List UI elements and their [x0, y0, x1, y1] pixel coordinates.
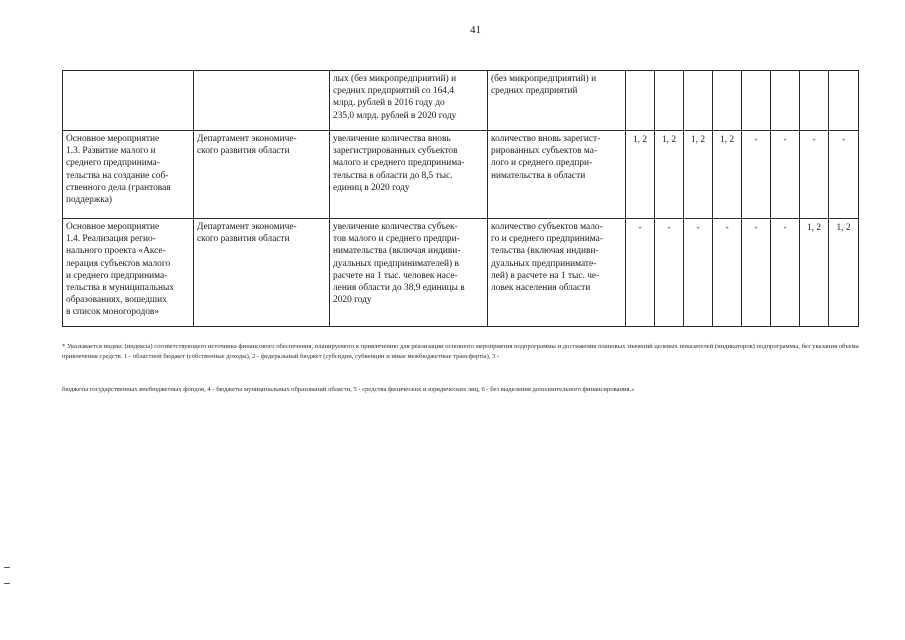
executor-cell: Департамент экономиче- ского развития области [194, 219, 330, 327]
table-row [63, 219, 859, 327]
value-cell: 1, 2 [829, 219, 859, 327]
value-cell [742, 71, 771, 131]
value-cell: - [742, 219, 771, 327]
value-cell: 1, 2 [713, 131, 742, 219]
value-cell: - [800, 131, 829, 219]
value-cell: - [684, 219, 713, 327]
result-cell: увеличение количества вновь зарегистрированных субъектов малого и среднего предпринима- тельства в области до 8,5 тыс. единиц в 2020 году [330, 131, 488, 219]
margin-mark [4, 567, 10, 568]
table-row [63, 71, 859, 131]
result-cell: увеличение количества субъек- тов малого и среднего предпри- нимательства (включая индиви- дуальных предпринимателей) в расчете на 1 тыс. человек насе- ления области до 38,9 единицы в 2020 году [330, 219, 488, 327]
value-cell [800, 71, 829, 131]
value-cell: - [713, 219, 742, 327]
indicator-cell: (без микропредприятий) и средних предприятий [488, 71, 626, 131]
value-cell [713, 71, 742, 131]
value-cell: - [771, 219, 800, 327]
value-cell: 1, 2 [655, 131, 684, 219]
measures-table [62, 70, 859, 327]
value-cell: - [771, 131, 800, 219]
value-cell [655, 71, 684, 131]
value-cell: - [626, 219, 655, 327]
value-cell [771, 71, 800, 131]
footnote-text: * Указывается индекс (индексы) соответствующего источника финансового обеспечения, планируемого к привлечению для реализации основного мероприятия подпрограммы и достижения плановых значений целевых показателей (индикаторов) подпрограммы, без указания объема привлечения средств. 1 - областной бюджет (собственные доходы), 2 - федеральный бюджет (субсидии, субвенции и иные межбюджетные трансферты), 3 - [62, 343, 859, 360]
value-cell: 1, 2 [684, 131, 713, 219]
value-cell: 1, 2 [626, 131, 655, 219]
value-cell: - [655, 219, 684, 327]
value-cell: - [829, 131, 859, 219]
value-cell [626, 71, 655, 131]
measure-cell: Основное мероприятие 1.4. Реализация регио- нального проекта «Аксе- лерация субъектов малого и среднего предпринима- тельства в муниципальных образованиях, вошедших в список моногородов» [63, 219, 194, 327]
page-number: 41 [470, 24, 481, 36]
indicator-cell: количество вновь зарегист- рированных субъектов ма- лого и среднего предпри- нимательства в области [488, 131, 626, 219]
executor-cell: Департамент экономиче- ского развития области [194, 131, 330, 219]
table-row [63, 131, 859, 219]
measure-cell: Основное мероприятие 1.3. Развитие малого и среднего предпринима- тельства на создание соб- ственного дела (грантовая поддержка) [63, 131, 194, 219]
value-cell [684, 71, 713, 131]
result-cell: лых (без микропредприятий) и средних предприятий со 164,4 млрд. рублей в 2016 году до 235,0 млрд. рублей в 2020 году [330, 71, 488, 131]
indicator-cell: количество субъектов мало- го и среднего предпринима- тельства (включая индиви- дуальных предпринимате- лей) в расчете на 1 тыс. че- ловек населения области [488, 219, 626, 327]
measure-cell [63, 71, 194, 131]
value-cell: 1, 2 [800, 219, 829, 327]
value-cell: - [742, 131, 771, 219]
value-cell [829, 71, 859, 131]
footnote-continuation: бюджеты государственных внебюджетных фондов, 4 - бюджеты муниципальных образований области, 5 - средства физических и юридических лиц, 6 - без выделения дополнительного финансирования.» [62, 386, 635, 393]
margin-mark [4, 583, 10, 584]
executor-cell [194, 71, 330, 131]
